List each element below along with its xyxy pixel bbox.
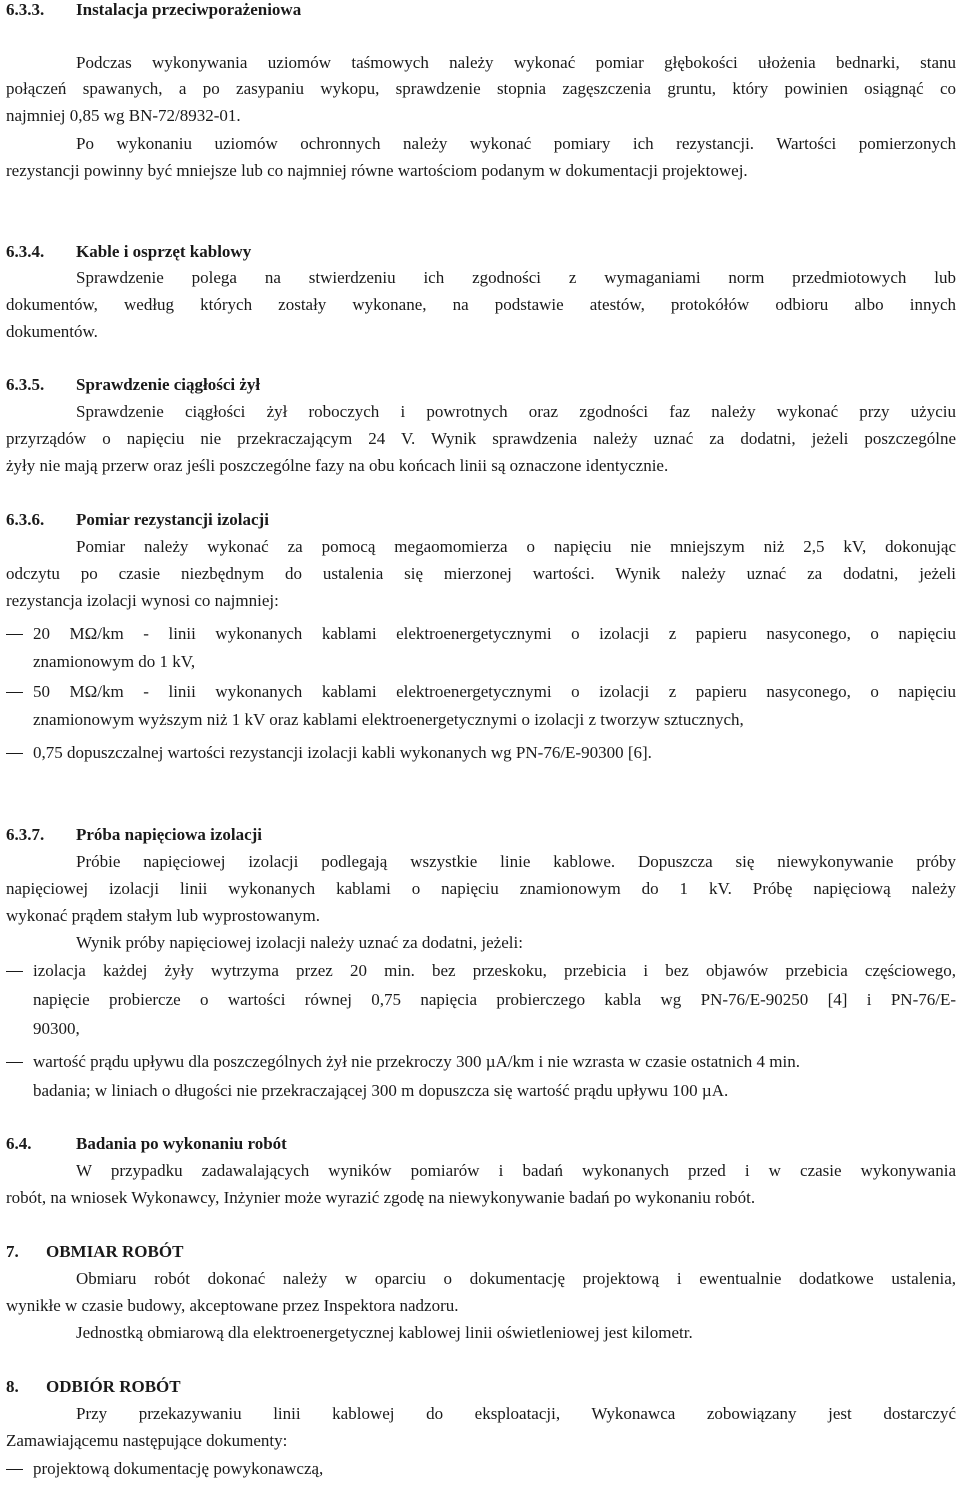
paragraph-line: wynikłe w czasie budowy, akceptowane przez Inspektora nadzoru. [6,1296,459,1315]
paragraph-line: Obmiaru robót dokonać należy w oparciu o dokumentację projektową i ewentualnie dodatkowe ustalenia, [76,1269,956,1288]
list-dash-marker [6,1062,23,1063]
list-item-line: znamionowym wyższym niż 1 kV oraz kablami elektroenergetycznymi o izolacji z tworzyw sztucznych, [33,710,744,729]
list-dash-marker [6,1469,23,1470]
heading-8: 8. ODBIÓR ROBÓT [6,1377,181,1396]
list-item-line: znamionowym do 1 kV, [33,652,196,671]
list-dash-marker [6,753,23,754]
list-item-line: badania; w liniach o długości nie przekraczającej 300 m dopuszcza się wartość prądu upływu 100 µA. [33,1081,729,1100]
paragraph-line: dokumentów. [6,322,98,341]
list-item-line: wartość prądu upływu dla poszczególnych żył nie przekroczy 300 µA/km i nie wzrasta w czasie ostatnich 4 min. [33,1052,800,1071]
paragraph-line: Próbie napięciowej izolacji podlegają wszystkie linie kablowe. Dopuszcza się niewykonywanie próby [76,852,956,871]
paragraph-line: odczytu po czasie niezbędnym do ustalenia się mierzonej wartości. Wynik należy uznać za dodatni, jeżeli [6,564,956,583]
paragraph-line: przyrządów o napięciu nie przekraczającym 24 V. Wynik sprawdzenia należy uznać za dodatni, jeżeli poszczególne [6,429,956,448]
paragraph-line: połączeń spawanych, a po zasypaniu wykopu, sprawdzenie stopnia zagęszczenia gruntu, który powinien osiągnąć co [6,79,956,98]
list-dash-marker [6,971,23,972]
list-item-line: napięcie probiercze o wartości równej 0,75 napięcia probierczego kabla wg PN-76/E-90250 [4] i PN-76/E- [33,990,956,1009]
paragraph-line: najmniej 0,85 wg BN-72/8932-01. [6,106,241,125]
paragraph-line: Wynik próby napięciowej izolacji należy uznać za dodatni, jeżeli: [76,933,523,952]
heading-6-3-5: 6.3.5. Sprawdzenie ciągłości żył [6,375,261,394]
paragraph-line: Podczas wykonywania uziomów taśmowych należy wykonać pomiar głębokości ułożenia bednarki, stanu [76,53,956,72]
heading-6-3-4: 6.3.4. Kable i osprzęt kablowy [6,242,252,261]
heading-7: 7. OBMIAR ROBÓT [6,1242,184,1261]
paragraph-line: Przy przekazywaniu linii kablowej do eksploatacji, Wykonawca zobowiązany jest dostarczyć [76,1404,956,1423]
heading-6-3-7: 6.3.7. Próba napięciowa izolacji [6,825,263,844]
paragraph-line: dokumentów, według których zostały wykonane, na podstawie atestów, protokółów odbioru albo innych [6,295,956,314]
paragraph-line: Po wykonaniu uziomów ochronnych należy wykonać pomiary ich rezystancji. Wartości pomierzonych [76,134,956,153]
heading-6-4: 6.4. Badania po wykonaniu robót [6,1134,287,1153]
paragraph-line: żyły nie mają przerw oraz jeśli poszczególne fazy na obu końcach linii są oznaczone identycznie. [6,456,669,475]
heading-6-3-6: 6.3.6. Pomiar rezystancji izolacji [6,510,269,529]
paragraph-line: Pomiar należy wykonać za pomocą megaomomierza o napięciu nie mniejszym niż 2,5 kV, dokonując [76,537,956,556]
list-item-line: 0,75 dopuszczalnej wartości rezystancji izolacji kabli wykonanych wg PN-76/E-90300 [6]. [33,743,652,762]
list-dash-marker [6,692,23,693]
list-item-line: projektową dokumentację powykonawczą, [33,1459,324,1478]
paragraph-line: rezystancji powinny być mniejsze lub co najmniej równe wartościom podanym w dokumentacji projektowej. [6,161,748,180]
paragraph-line: Sprawdzenie ciągłości żył roboczych i powrotnych oraz zgodności faz należy wykonać przy użyciu [76,402,956,421]
paragraph-line: Jednostką obmiarową dla elektroenergetycznej kablowej linii oświetleniowej jest kilometr. [76,1323,693,1342]
paragraph-line: wykonać prądem stałym lub wyprostowanym. [6,906,320,925]
paragraph-line: napięciowej izolacji linii wykonanych kablami o napięciu znamionowym do 1 kV. Próbę napięciową należy [6,879,956,898]
paragraph-line: Sprawdzenie polega na stwierdzeniu ich zgodności z wymaganiami norm przedmiotowych lub [76,268,956,287]
heading-6-3-3: 6.3.3. Instalacja przeciwporażeniowa [6,0,302,19]
list-item-line: 50 MΩ/km - linii wykonanych kablami elektroenergetycznymi o izolacji z papieru nasyconego, o napięciu [33,682,956,701]
paragraph-line: W przypadku zadawalających wyników pomiarów i badań wykonanych przed i w czasie wykonywania [76,1161,956,1180]
paragraph-line: Zamawiającemu następujące dokumenty: [6,1431,288,1450]
paragraph-line: robót, na wniosek Wykonawcy, Inżynier może wyrazić zgodę na niewykonywanie badań po wykonaniu robót. [6,1188,756,1207]
list-item-line: 20 MΩ/km - linii wykonanych kablami elektroenergetycznymi o izolacji z papieru nasyconego, o napięciu [33,624,956,643]
list-item-line: izolacja każdej żyły wytrzyma przez 20 min. bez przeskoku, przebicia i bez objawów przebicia częściowego, [33,961,956,980]
list-dash-marker [6,634,23,635]
paragraph-line: rezystancja izolacji wynosi co najmniej: [6,591,279,610]
list-item-line: 90300, [33,1019,80,1038]
